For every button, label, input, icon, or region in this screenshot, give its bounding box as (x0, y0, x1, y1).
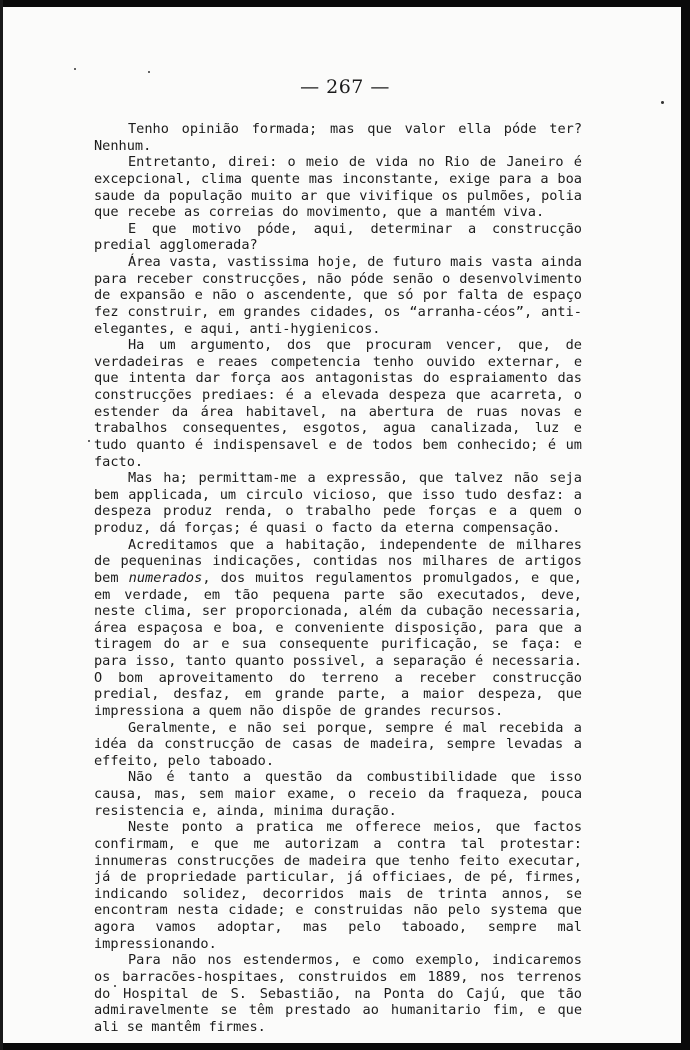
paragraph: Ha um argumento, dos que procuram vencer, que, de verdadeiras e reaes competencia tenho ouvido externar, e que intenta dar força aos antagonistas do espraiamento das construcções prediaes: é a elevada despeza que acarreta, o estender da área habitavel, na abertura de ruas novas e trabalhos consequentes, esgotos, agua canalizada, luz e tudo quanto é indispensavel e de todos bem conhecido; é um facto. (94, 337, 582, 470)
scan-border-top (0, 0, 690, 7)
body-text (94, 121, 582, 1035)
scan-border-bottom (0, 1043, 690, 1050)
paragraph: Para não nos estendermos, e como exemplo, indicaremos os barracões-hospitaes, construidos em 1889, nos terrenos do Hospital de S. Sebastião, na Ponta do Cajú, que tão admiravelmente se têm prestado ao humanitario fim, e que ali se mantêm firmes. (94, 952, 582, 1035)
scan-speck (88, 440, 90, 442)
paragraph: Mas ha; permittam-me a expressão, que talvez não seja bem applicada, um circulo vicioso, que isso tudo desfaz: a despeza produz renda, o trabalho pede forças e a quem o produz, dá forças; é quasi o facto da eterna compensação. (94, 470, 582, 536)
paragraph: Não é tanto a questão da combustibilidade que isso causa, mas, sem maior exame, o receio da fraqueza, pouca resistencia e, ainda, minima duração. (94, 769, 582, 819)
italic-word: numerados (128, 569, 203, 586)
scan-border-right (681, 0, 690, 1050)
paragraph-text: , dos muitos regulamentos promulgados, e que, em verdade, em tão pequena parte são executados, deve, neste clima, ser proporcionada, além da cubação necessaria, área espaçosa e boa, e conveniente disposição, para que a tiragem do ar e sua consequente purificação, se faça: e para isso, tanto quanto possivel, a separação é necessaria. O bom aproveitamento do terreno a receber construcção predial, desfaz, em grande parte, a maior despeza, que impressiona a quem não dispõe de grandes recursos. (94, 569, 582, 719)
paragraph: Tenho opinião formada; mas que valor ella póde ter? Nenhum. (94, 121, 582, 154)
paragraph: Área vasta, vastissima hoje, de futuro mais vasta ainda para receber construcções, não póde senão o desenvolvimento de expansão e não o ascendente, que só por falta de espaço fez construir, em grandes cidades, os “arranha-céos”, anti-elegantes, e aqui, anti-hygienicos. (94, 254, 582, 337)
paragraph-text: Acreditamos que a habitação, independente de milhares de pequeninas indicações, contidas nos milhares de artigos bem (94, 536, 582, 586)
paragraph: Geralmente, e não sei porque, sempre é mal recebida a idéa da construcção de casas de madeira, sempre levadas a effeito, pelo taboado. (94, 719, 582, 769)
paragraph: Neste ponto a pratica me offerece meios, que factos confirmam, e que me autorizam a contra tal protestar: innumeras construcções de madeira que tenho feito executar, já de propriedade particular, já officiaes, de pé, firmes, indicando solidez, decorridos mais de trinta annos, se encontram nesta cidade; e construidas não pelo systema que agora vamos adoptar, mas pelo taboado, sempre mal impressionando. (94, 819, 582, 952)
paragraph: Entretanto, direi: o meio de vida no Rio de Janeiro é excepcional, clima quente mas inconstante, exige para a boa saude da população muito ar que vivifique os pulmões, polia que recebe as correias do movimento, que a mantém viva. (94, 154, 582, 221)
scan-border-left (0, 0, 3, 1050)
scan-speck (661, 101, 664, 104)
paragraph (94, 537, 582, 720)
paragraph: E que motivo póde, aqui, determinar a construcção predial agglomerada? (94, 220, 582, 254)
page-number: — 267 — (300, 76, 390, 98)
scan-speck (148, 71, 150, 73)
scan-speck (74, 68, 76, 70)
